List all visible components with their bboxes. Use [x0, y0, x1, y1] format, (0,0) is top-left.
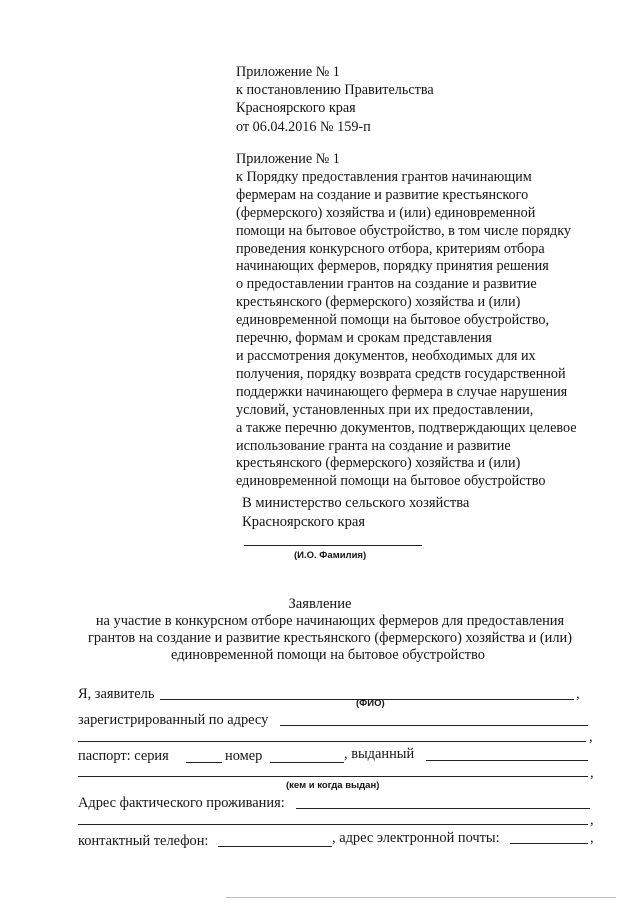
appendix-2-line: к Порядку предоставления грантов начинающим: [236, 168, 532, 185]
phone-field[interactable]: [218, 846, 332, 847]
appendix-1-line: от 06.04.2016 № 159-п: [236, 118, 371, 135]
appendix-2-line: начинающих фермеров, порядку принятия решения: [236, 258, 549, 275]
addressee-line: В министерство сельского хозяйства: [242, 495, 470, 511]
appendix-2-line: поддержки начинающего фермера в случае нарушения: [236, 383, 568, 400]
registered-address-field[interactable]: [280, 725, 588, 726]
scan-edge-line: [226, 897, 616, 898]
passport-issued-label: , выданный: [344, 746, 415, 762]
actual-address-field[interactable]: [296, 808, 590, 809]
appendix-1-header: [236, 63, 434, 136]
appendix-2-line: и рассмотрения документов, необходимых для их: [236, 347, 536, 364]
passport-number-field[interactable]: [270, 762, 344, 763]
appendix-2-line: проведения конкурсного отбора, критериям отбора: [236, 240, 545, 257]
appendix-2-header: [236, 151, 577, 491]
addressee-line: Красноярского края: [242, 514, 366, 530]
addressee: [242, 494, 469, 532]
registered-address-comma: ,: [589, 729, 593, 745]
email-field[interactable]: [510, 843, 588, 844]
appendix-2-line: получения, порядку возврата средств государственной: [236, 365, 566, 382]
passport-issued-field-continued[interactable]: [78, 776, 588, 777]
document-subtitle-line: единовременной помощи на бытовое обустройство: [171, 647, 485, 663]
appendix-1-line: Красноярского края: [236, 100, 356, 117]
appendix-2-line: (фермерского) хозяйства и (или) единовременной: [236, 204, 536, 221]
email-label: , адрес электронной почты:: [332, 830, 500, 846]
actual-address-label: Адрес фактического проживания:: [78, 795, 285, 811]
appendix-2-line: фермерам на создание и развитие крестьянского: [236, 186, 529, 203]
fio-hint: (ФИО): [356, 698, 385, 709]
addressee-name-hint: (И.О. Фамилия): [294, 550, 367, 561]
passport-comma: ,: [590, 765, 594, 781]
phone-label: контактный телефон:: [78, 833, 209, 849]
actual-address-field-continued[interactable]: [78, 824, 588, 825]
appendix-2-line: а также перечню документов, подтверждающих целевое: [236, 419, 577, 436]
applicant-label: Я, заявитель: [78, 686, 155, 702]
appendix-2-line: использование гранта на создание и развитие: [236, 437, 511, 454]
appendix-2-line: помощи на бытовое обустройство, в том числе порядку: [236, 222, 572, 239]
issued-hint: (кем и когда выдан): [286, 780, 380, 791]
appendix-1-line: к постановлению Правительства: [236, 82, 434, 99]
email-comma: ,: [590, 830, 594, 846]
appendix-2-line: крестьянского (фермерского) хозяйства и (или): [236, 455, 521, 472]
appendix-2-line: условий, установленных при их предоставлении,: [236, 401, 534, 418]
registered-address-label: зарегистрированный по адресу: [78, 712, 269, 728]
passport-series-label: паспорт: серия: [78, 748, 169, 764]
appendix-2-line: единовременной помощи на бытовое обустройство,: [236, 312, 550, 329]
registered-address-field-continued[interactable]: [78, 741, 586, 742]
appendix-2-line: перечню, формам и срокам представления: [236, 330, 492, 347]
appendix-2-line: о предоставлении грантов на создание и развитие: [236, 276, 537, 293]
appendix-2-line: крестьянского (фермерского) хозяйства и (или): [236, 294, 521, 311]
passport-number-label: номер: [225, 748, 263, 764]
addressee-name-line[interactable]: [244, 545, 422, 546]
appendix-2-line: Приложение № 1: [236, 151, 340, 167]
applicant-comma: ,: [576, 686, 580, 702]
document-title: Заявление: [288, 596, 352, 612]
document-subtitle-line: грантов на создание и развитие крестьянского (фермерского) хозяйства и (или): [87, 630, 573, 646]
passport-issued-field[interactable]: [426, 760, 588, 761]
appendix-1-line: Приложение № 1: [236, 64, 340, 80]
passport-series-field[interactable]: [186, 762, 222, 763]
appendix-2-line: единовременной помощи на бытовое обустройство: [236, 473, 546, 490]
actual-address-comma: ,: [590, 812, 594, 828]
document-subtitle-line: на участие в конкурсном отборе начинающих фермеров для предоставления: [95, 613, 565, 629]
